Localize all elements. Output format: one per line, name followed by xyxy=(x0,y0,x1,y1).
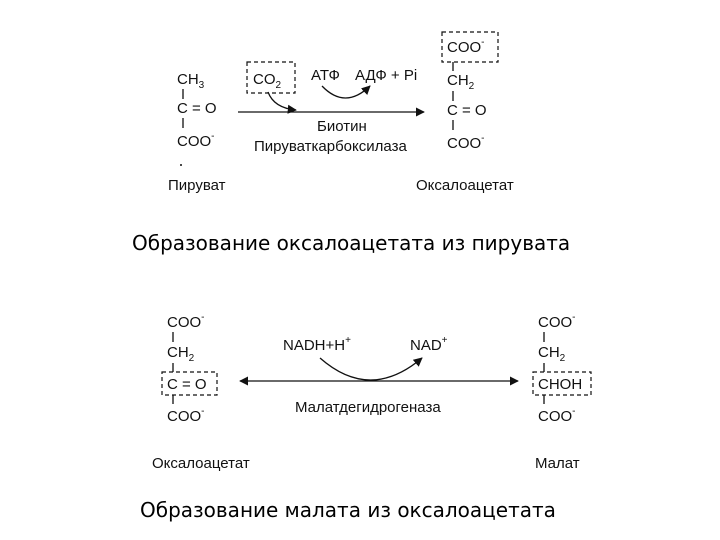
pyruvate-structure xyxy=(168,71,226,194)
svg-text:CH2: $CH_2$ xyxy=(447,72,475,92)
malate-ch2: CH xyxy=(538,344,560,361)
pyruvate-carbonyl: C = O xyxy=(177,100,217,117)
svg-text:CH3: $CH_3$ xyxy=(177,71,205,91)
oxaloacetate-label: Оксалоацетат xyxy=(416,177,514,194)
svg-text:COO-: COO- xyxy=(538,406,576,425)
malate-coo-top: COO xyxy=(538,314,573,331)
nadh-curved-arrow xyxy=(320,358,422,380)
nad-label: NAD xyxy=(410,337,442,354)
co2-curved-arrow xyxy=(268,92,296,110)
pyruvate-coo: COO xyxy=(177,133,212,150)
svg-text:COO-: COO- xyxy=(167,406,205,425)
substrate-coo-bottom: COO xyxy=(167,408,202,425)
caption-2: Образование малата из оксалоацетата xyxy=(140,498,556,522)
substrate-label: Оксалоацетат xyxy=(152,455,250,472)
cofactor-label: Биотин xyxy=(317,118,367,135)
pyruvate-ch3: CH xyxy=(177,71,199,88)
svg-text:CO2: $CO_2$ xyxy=(253,71,282,91)
svg-text:NAD+: NAD+ xyxy=(410,335,448,354)
substrate-ch2: CH xyxy=(167,344,189,361)
adp-pi-label: АДФ + Pi xyxy=(355,67,418,84)
enzyme-2-label: Малатдегидрогеназа xyxy=(295,399,441,416)
malate-coo-bottom: COO xyxy=(538,408,573,425)
enzyme-1-label: Пируваткарбоксилаза xyxy=(254,138,407,155)
nadh-label: NADH+H xyxy=(283,337,346,354)
oxaloacetate-ch2: CH xyxy=(447,72,469,89)
oxaloacetate-substrate-structure xyxy=(152,312,250,472)
reaction-2 xyxy=(140,312,591,522)
atp-curved-arrow xyxy=(322,86,370,98)
malate-choh: CHOH xyxy=(538,376,583,393)
substrate-carbonyl: C = O xyxy=(167,376,207,393)
substrate-coo-top: COO xyxy=(167,314,202,331)
svg-text:COO-: COO- xyxy=(177,131,215,150)
co2-label: CO xyxy=(253,71,276,88)
svg-text:CH2: $CH_2$ xyxy=(538,344,566,364)
oxaloacetate-carbonyl: C = O xyxy=(447,102,487,119)
pyruvate-label: Пируват xyxy=(168,177,226,194)
svg-text:COO-: COO- xyxy=(447,37,485,56)
oxaloacetate-coo-top: COO xyxy=(447,39,482,56)
svg-text:COO-: COO- xyxy=(167,312,205,331)
oxaloacetate-coo-bottom: COO xyxy=(447,135,482,152)
reaction-1 xyxy=(132,32,570,255)
svg-text:CH2: $CH_2$ xyxy=(167,344,195,364)
malate-label: Малат xyxy=(535,455,580,472)
dot-mark xyxy=(180,164,182,166)
svg-text:NADH+H+: NADH+H+ xyxy=(283,335,351,354)
atp-label: АТФ xyxy=(311,67,340,84)
svg-text:COO-: COO- xyxy=(538,312,576,331)
malate-structure xyxy=(533,312,591,472)
caption-1: Образование оксалоацетата из пирувата xyxy=(132,231,571,255)
svg-text:COO-: COO- xyxy=(447,133,485,152)
oxaloacetate-product-structure xyxy=(416,32,514,194)
